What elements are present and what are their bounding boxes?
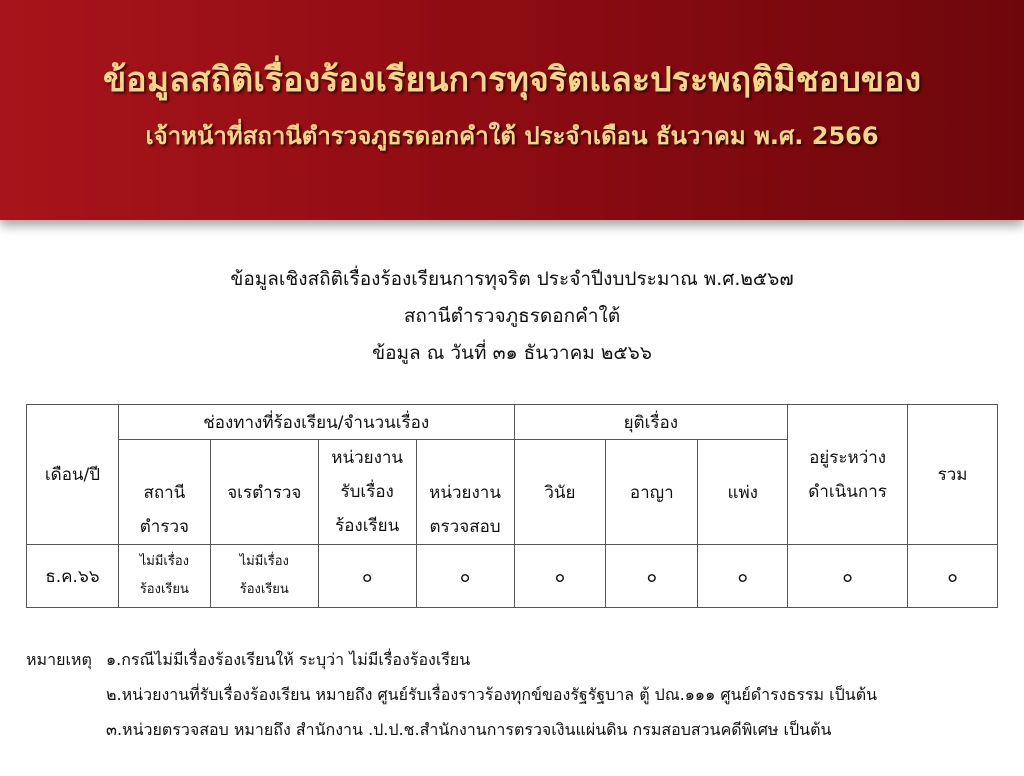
channel-inspector-header: จเรตำรวจ xyxy=(210,440,318,545)
closed-criminal-header: อาญา xyxy=(606,440,698,545)
row-inspector-line2: ร้องเรียน xyxy=(239,582,289,597)
row-station-line1: ไม่มีเรื่อง xyxy=(139,554,189,569)
row-station xyxy=(118,545,210,608)
channel-station-line1: สถานี xyxy=(143,483,186,503)
note-item-3: ๓.หน่วยตรวจสอบ หมายถึง สำนักงาน .ป.ป.ช.สำนักงานการตรวจเงินแผ่นดิน กรมสอบสวนคดีพิเศษ เป็นต้น xyxy=(106,720,832,739)
row-discipline: ๐ xyxy=(514,545,606,608)
channel-station-line2: ตำรวจ xyxy=(139,517,189,537)
row-total: ๐ xyxy=(908,545,998,608)
row-criminal: ๐ xyxy=(606,545,698,608)
closed-discipline-header: วินัย xyxy=(514,440,606,545)
closed-header: ยุติเรื่อง xyxy=(514,405,788,440)
channel-station-header xyxy=(118,440,210,545)
channel-agency-receive-line1: หน่วยงาน xyxy=(331,448,404,468)
row-inspector xyxy=(210,545,318,608)
month-header: เดือน/ปี xyxy=(27,405,119,545)
pending-header-line2: ดำเนินการ xyxy=(808,481,887,502)
total-header: รวม xyxy=(908,405,998,545)
channel-agency-receive-line2: รับเรื่อง xyxy=(340,482,394,502)
row-agency-audit: ๐ xyxy=(416,545,514,608)
channel-agency-audit-header xyxy=(416,440,514,545)
row-station-line2: ร้องเรียน xyxy=(139,582,189,597)
table-row xyxy=(27,545,998,608)
report-heading-line1: ข้อมูลเชิงสถิติเรื่องร้องเรียนการทุจริต ประจำปีงบประมาณ พ.ศ.๒๕๖๗ xyxy=(230,268,794,290)
channels-header: ช่องทางที่ร้องเรียน/จำนวนเรื่อง xyxy=(118,405,514,440)
closed-civil-header: แพ่ง xyxy=(698,440,788,545)
note-item-2: ๒.หน่วยงานที่รับเรื่องร้องเรียน หมายถึง ศูนย์รับเรื่องราวร้องทุกข์ของรัฐรัฐบาล ตู้ ปณ.๑๑๑ ศูนย์ดำรงธรรม เป็นต้น xyxy=(106,685,878,704)
channel-agency-receive-line3: ร้องเรียน xyxy=(335,516,400,536)
pending-header-line1: อยู่ระหว่าง xyxy=(809,447,887,468)
banner-title: ข้อมูลสถิติเรื่องร้องเรียนการทุจริตและประพฤติมิชอบของ xyxy=(102,60,922,100)
complaint-stats-table xyxy=(26,404,998,608)
report-heading-line3: ข้อมูล ณ วันที่ ๓๑ ธันวาคม ๒๕๖๖ xyxy=(372,342,652,364)
row-agency-receive: ๐ xyxy=(318,545,416,608)
row-inspector-line1: ไม่มีเรื่อง xyxy=(239,554,289,569)
notes-label: หมายเหตุ xyxy=(26,650,92,669)
row-month: ธ.ค.๖๖ xyxy=(27,545,119,608)
row-civil: ๐ xyxy=(698,545,788,608)
banner-subtitle: เจ้าหน้าที่สถานีตำรวจภูธรดอกคำใต้ ประจำเดือน ธันวาคม พ.ศ. 2566 xyxy=(145,122,879,150)
channel-agency-audit-line2: ตรวจสอบ xyxy=(429,517,501,537)
pending-header xyxy=(788,405,908,545)
row-pending: ๐ xyxy=(788,545,908,608)
header-banner xyxy=(0,0,1024,220)
note-item-1: ๑.กรณีไม่มีเรื่องร้องเรียนให้ ระบุว่า ไม่มีเรื่องร้องเรียน xyxy=(106,650,471,669)
report-heading-line2: สถานีตำรวจภูธรดอกคำใต้ xyxy=(403,305,621,327)
channel-agency-audit-line1: หน่วยงาน xyxy=(429,483,501,503)
channel-agency-receive-header xyxy=(318,440,416,545)
